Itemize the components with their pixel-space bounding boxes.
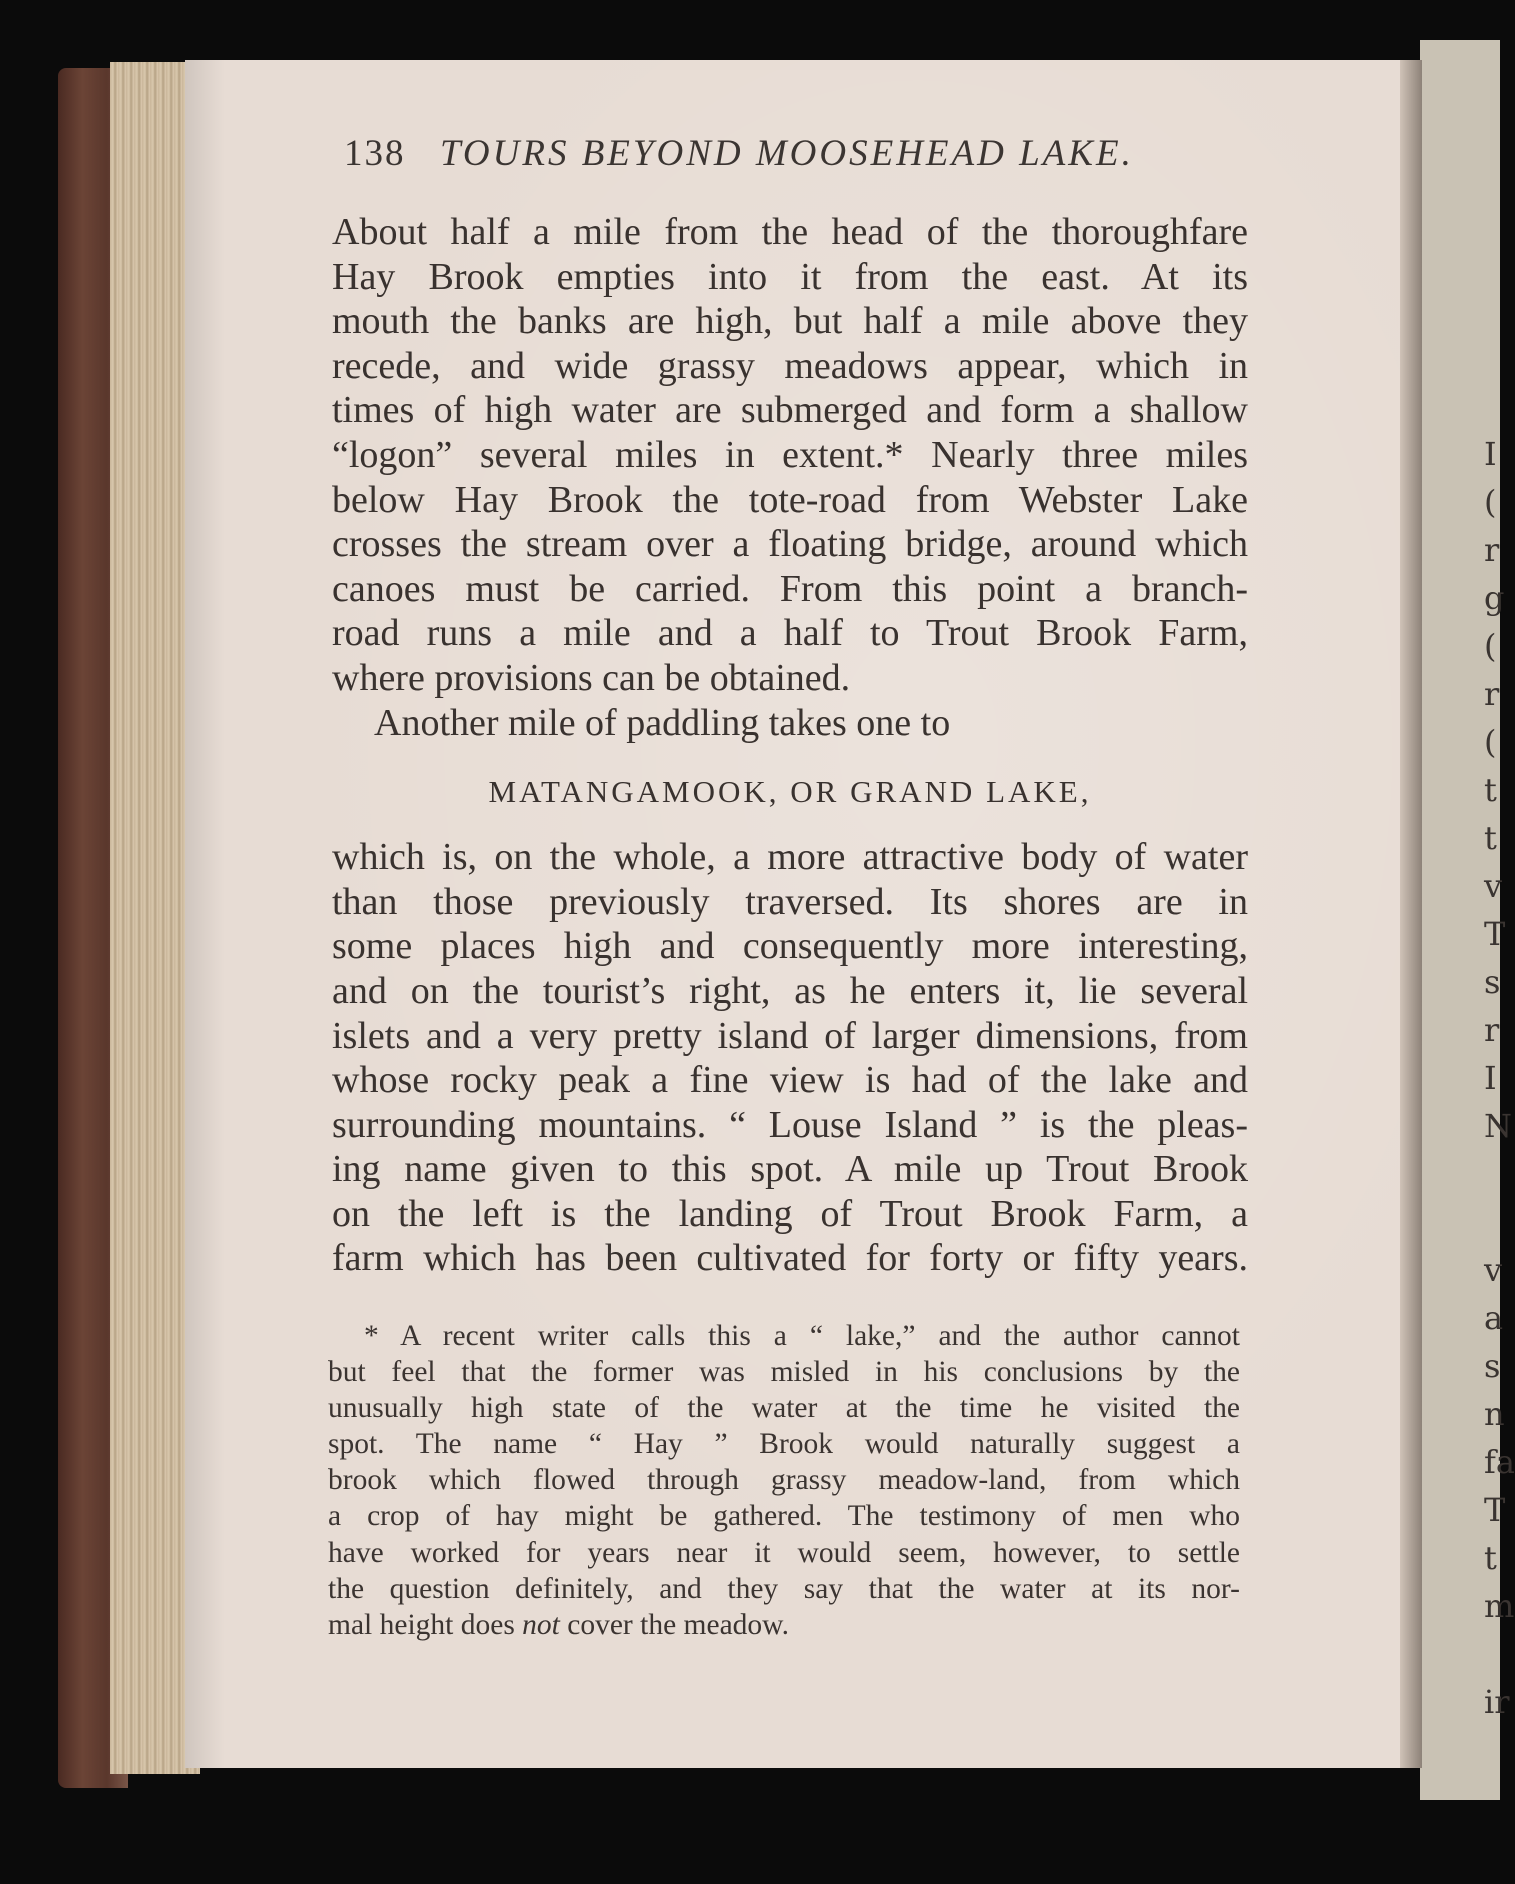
text-line: canoes must be carried. From this point a branch- — [332, 567, 1248, 610]
footnote-line: spot. The name “ Hay ” Brook would naturally suggest a — [328, 1428, 1240, 1461]
footnote-line: unusually high state of the water at the time he visited the — [328, 1392, 1240, 1425]
facing-page-letter: g — [1484, 579, 1505, 617]
facing-page-letter: t — [1484, 771, 1497, 809]
footnote-text: cover the meadow. — [559, 1608, 789, 1641]
facing-page-letter: I — [1484, 1059, 1497, 1097]
text-line: Hay Brook empties into it from the east. At its — [332, 255, 1248, 298]
footnote-emphasis: not — [522, 1608, 560, 1641]
text-line: recede, and wide grassy meadows appear, which in — [332, 344, 1248, 387]
facing-page-letter — [1484, 1630, 1500, 1678]
text-line: whose rocky peak a fine view is had of the lake and — [332, 1059, 1248, 1102]
page-gutter — [1400, 60, 1422, 1768]
section-heading: MATANGAMOOK, OR GRAND LAKE, — [488, 774, 1092, 810]
footnote-line: have worked for years near it would seem, however, to settle — [328, 1536, 1240, 1569]
footnote-line: the question definitely, and they say that the water at its nor- — [328, 1572, 1240, 1605]
facing-page-letter: m — [1484, 1587, 1515, 1625]
main-text — [332, 210, 1248, 1281]
facing-page-letter: ( — [1484, 627, 1497, 665]
running-header — [344, 132, 1244, 192]
text-line: which is, on the whole, a more attractive body of water — [332, 836, 1248, 879]
footnote-line: * A recent writer calls this a “ lake,” and the author cannot — [364, 1320, 1240, 1352]
facing-page-letter: fa — [1484, 1443, 1515, 1481]
facing-page-letter — [1484, 1198, 1500, 1246]
facing-page-letter: ir — [1484, 1683, 1510, 1721]
text-line: “logon” several miles in extent.* Nearly three miles — [332, 433, 1248, 476]
text-line: road runs a mile and a half to Trout Brook Farm, — [332, 612, 1248, 655]
facing-page-letter: N — [1484, 1107, 1512, 1145]
facing-page-letter: ( — [1484, 483, 1497, 521]
facing-page-letter: n — [1484, 1395, 1505, 1433]
text-line: some places high and consequently more interesting, — [332, 925, 1248, 968]
text-line: surrounding mountains. “ Louse Island ” is the pleas- — [332, 1103, 1248, 1146]
paragraph-3 — [332, 835, 1248, 1281]
facing-page-text-fragments — [1484, 430, 1515, 1726]
text-line: farm which has been cultivated for forty or fifty years. — [332, 1237, 1248, 1280]
facing-page-letter: r — [1484, 675, 1500, 713]
text-line: below Hay Brook the tote-road from Webster Lake — [332, 478, 1248, 521]
text-line: ing name given to this spot. A mile up Trout Brook — [332, 1148, 1248, 1191]
footnote-last-line — [328, 1607, 1240, 1643]
text-line: About half a mile from the head of the thoroughfare — [332, 211, 1248, 253]
facing-page-letter — [1484, 1150, 1500, 1198]
running-title: TOURS BEYOND MOOSEHEAD LAKE. — [440, 133, 1134, 174]
text-line: on the left is the landing of Trout Brook Farm, a — [332, 1192, 1248, 1235]
facing-page-letter: I — [1484, 435, 1497, 473]
text-line: where provisions can be obtained. — [332, 656, 851, 699]
facing-page-letter: T — [1484, 915, 1506, 953]
text-line: mouth the banks are high, but half a mile above they — [332, 300, 1248, 343]
text-line: crosses the stream over a floating bridge, around which — [332, 523, 1248, 566]
text-line: and on the tourist’s right, as he enters it, lie several — [332, 969, 1248, 1012]
text-line: islets and a very pretty island of larger dimensions, from — [332, 1014, 1248, 1057]
facing-page-letter: r — [1484, 531, 1500, 569]
paragraph-1 — [332, 210, 1248, 701]
facing-page-letter: T — [1484, 1491, 1506, 1529]
facing-page-letter: a — [1484, 1299, 1504, 1337]
facing-page-letter: r — [1484, 1011, 1500, 1049]
facing-page-letter: s — [1484, 963, 1501, 1001]
footnote-line: but feel that the former was misled in his conclusions by the — [328, 1356, 1240, 1389]
facing-page-letter: v — [1484, 867, 1503, 905]
facing-page-letter: ( — [1484, 723, 1497, 761]
facing-page-letter: s — [1484, 1347, 1501, 1385]
footnote-line: a crop of hay might be gathered. The testimony of men who — [328, 1500, 1240, 1533]
footnote-line: brook which flowed through grassy meadow-land, from which — [328, 1464, 1240, 1497]
text-line: times of high water are submerged and form a shallow — [332, 389, 1248, 432]
paragraph-2: Another mile of paddling takes one to — [374, 701, 951, 744]
facing-page-letter: v — [1484, 1251, 1503, 1289]
facing-page-letter: t — [1484, 1539, 1497, 1577]
page-number: 138 — [344, 133, 406, 174]
facing-page-letter: t — [1484, 819, 1497, 857]
text-line: than those previously traversed. Its shores are in — [332, 880, 1248, 923]
footnote-text: mal height does — [328, 1608, 523, 1641]
footnote — [328, 1318, 1240, 1643]
